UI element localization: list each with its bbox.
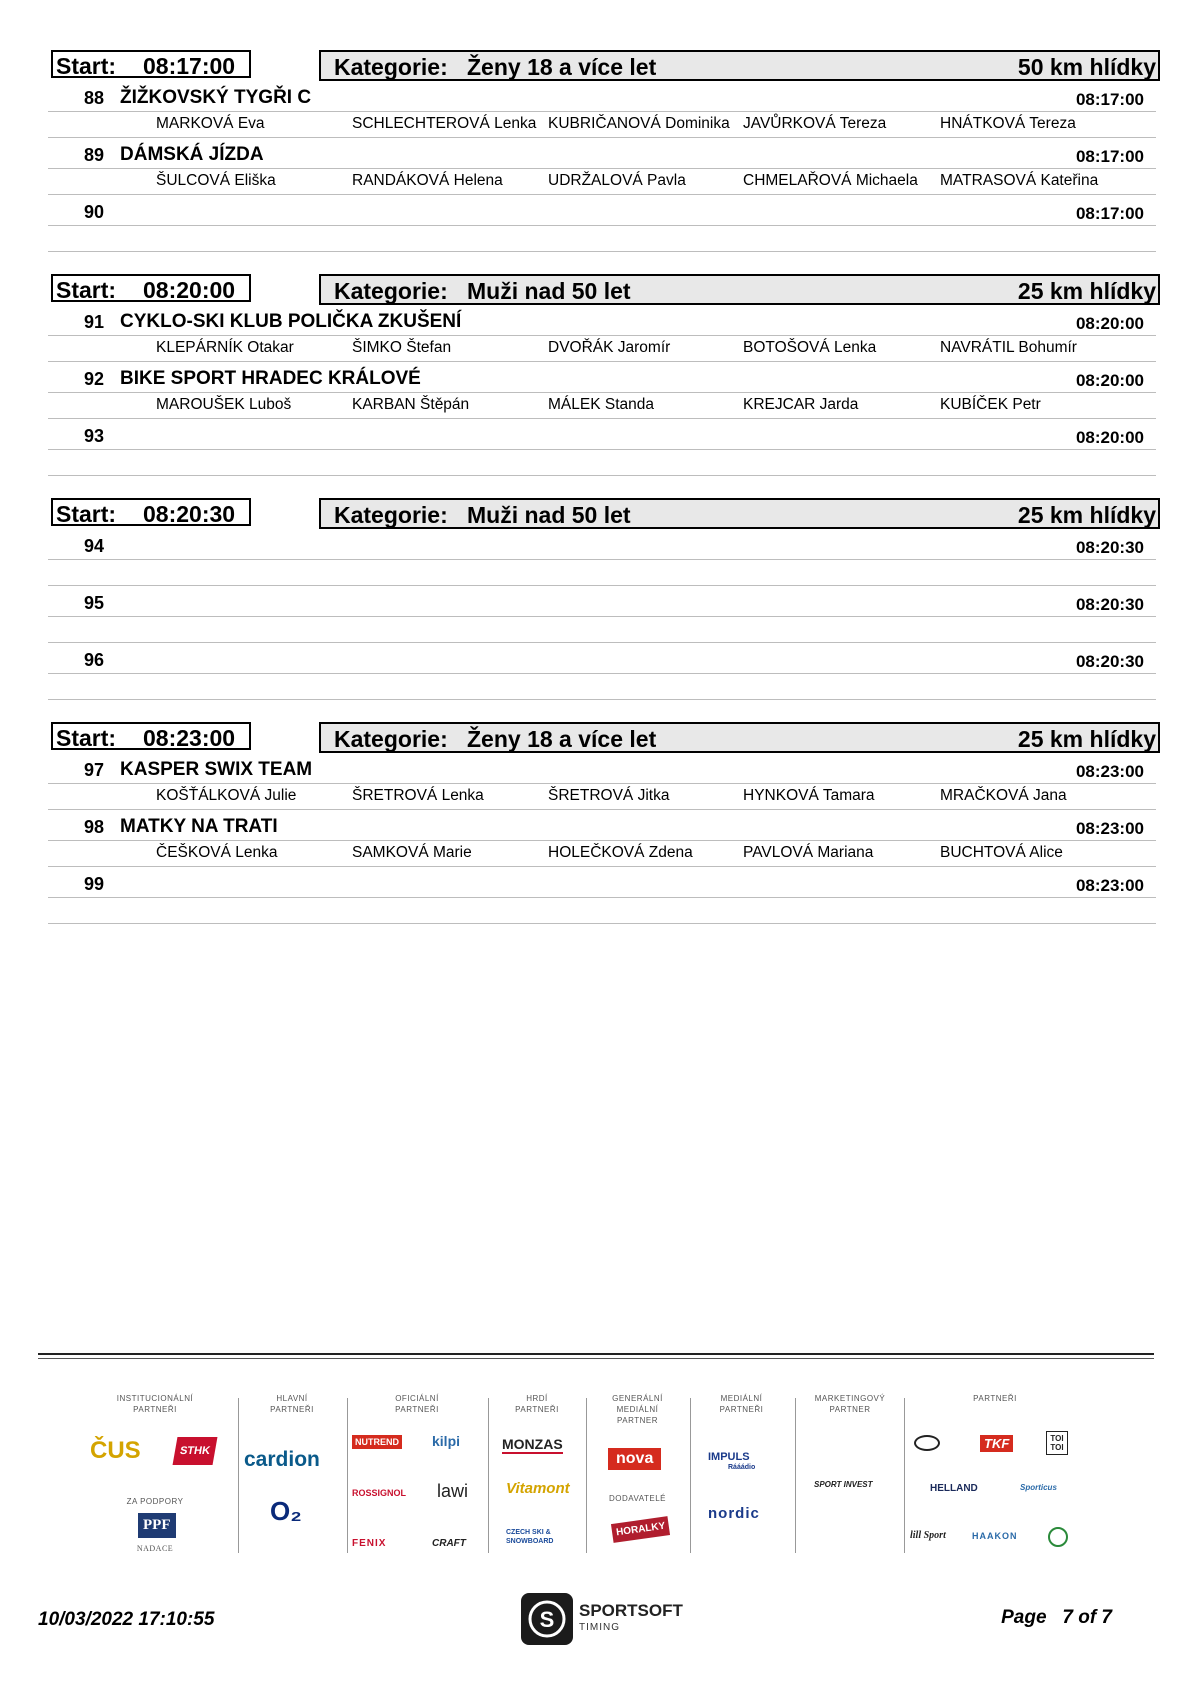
category-box [319,722,1160,753]
team-member: SCHLECHTEROVÁ Lenka [352,115,537,132]
row-divider [48,194,1156,195]
team-name: DÁMSKÁ JÍZDA [120,144,264,165]
row-divider [48,418,1156,419]
row-divider [48,809,1156,810]
o2-logo: O₂ [270,1496,302,1526]
sthk-logo: STHK [173,1437,218,1465]
start-time: 08:20:00 [143,277,236,303]
sponsor-separator [795,1398,796,1553]
row-divider [48,335,1156,336]
row-divider [48,392,1156,393]
team-name: BIKE SPORT HRADEC KRÁLOVÉ [120,368,421,389]
tkf-logo: TKF [980,1435,1013,1452]
sport-invest-logo: SPORT INVEST [814,1480,873,1489]
team-member: MRAČKOVÁ Jana [940,787,1067,804]
lawi-logo: lawi [437,1481,469,1501]
sponsor-col-medialni [694,1393,789,1553]
sponsor-heading: HRDÍ PARTNEŘI [515,1394,559,1414]
team-member: UDRŽALOVÁ Pavla [548,172,686,189]
team-member: KOŠŤÁLKOVÁ Julie [156,787,297,804]
team-member: ŠRETROVÁ Jitka [548,787,670,804]
page-label: Page [1001,1607,1047,1628]
team-row [0,84,1190,141]
toi-toi-logo: TOI TOI [1046,1431,1068,1455]
category-name: Muži nad 50 let [467,278,631,304]
sponsor-separator [238,1398,239,1553]
cardion-logo: cardion [244,1448,320,1471]
footer-divider [38,1353,1154,1355]
craft-logo: CRAFT [432,1538,466,1549]
team-row [0,646,1190,703]
team-start-time: 08:20:30 [1075,652,1144,671]
start-time: 08:17:00 [143,53,236,79]
rossignol-logo: ROSSIGNOL [352,1488,407,1498]
footer-divider [38,1358,1154,1359]
start-box [51,274,251,302]
sportsoft-brand: SPORTSOFT [579,1601,683,1620]
nutrend-logo: NUTREND [352,1435,402,1449]
sponsor-separator [690,1398,691,1553]
row-divider [48,168,1156,169]
sponsor-col-partneri [910,1393,1080,1553]
sponsor-heading: MEDIÁLNÍ PARTNEŘI [719,1394,764,1414]
team-row [0,141,1190,198]
horalky-logo: HORALKY [611,1516,671,1543]
team-member: MATRASOVÁ Kateřina [940,172,1099,189]
category-box [319,274,1160,305]
team-number: 94 [83,536,104,556]
category-box [319,50,1160,81]
sponsor-separator [586,1398,587,1553]
sponsor-col-marketingovy [800,1393,900,1553]
team-member: PAVLOVÁ Mariana [743,844,874,861]
row-divider [48,559,1156,560]
group-header [0,274,1190,308]
team-number: 97 [83,760,104,780]
dodavatele-label: DODAVATELÉ [608,1494,666,1503]
category-distance: 25 km hlídky [1017,502,1156,528]
sponsor-col-generalni [590,1393,685,1553]
sponsor-separator [347,1398,348,1553]
start-label: Start: [56,725,117,751]
sponsor-separator [488,1398,489,1553]
row-divider [48,897,1156,898]
team-member: MÁLEK Standa [548,396,654,413]
nadace-label: NADACE [136,1544,174,1553]
sponsor-col-hlavni [242,1393,342,1553]
helland-logo: HELLAND [930,1483,978,1494]
team-member: KUBÍČEK Petr [940,396,1041,413]
team-start-time: 08:20:30 [1075,595,1144,614]
row-divider [48,585,1156,586]
team-row [0,308,1190,365]
sportsoft-logo-icon [521,1593,573,1645]
category-name: Ženy 18 a více let [467,726,657,752]
group-header [0,722,1190,756]
start-box [51,722,251,750]
sporticus-logo: Sporticus [1020,1483,1057,1492]
team-start-time: 08:20:30 [1075,538,1144,557]
team-member: BOTOŠOVÁ Lenka [743,339,877,356]
print-datetime: 10/03/2022 17:10:55 [38,1609,215,1630]
team-number: 96 [83,650,104,670]
category-distance: 50 km hlídky [1017,54,1156,80]
team-row [0,532,1190,589]
team-member: ŠIMKO Štefan [352,339,452,356]
start-label: Start: [56,501,117,527]
kilpi-logo: kilpi [432,1433,461,1449]
row-divider [48,866,1156,867]
category-box [319,498,1160,529]
team-member: BUCHTOVÁ Alice [940,844,1063,861]
start-time: 08:23:00 [143,725,236,751]
team-start-time: 08:17:00 [1075,204,1144,223]
team-member: JAVŮRKOVÁ Tereza [743,115,887,132]
team-start-time: 08:20:00 [1075,428,1144,447]
haakon-logo: HAAKON [972,1531,1018,1541]
row-divider [48,449,1156,450]
team-member: NAVRÁTIL Bohumír [940,339,1077,356]
start-group-1 [0,50,1190,255]
category-name: Ženy 18 a více let [467,54,657,80]
category-label: Kategorie: [334,278,448,304]
category-label: Kategorie: [334,726,448,752]
sponsor-strip [90,1393,1120,1563]
team-start-time: 08:23:00 [1075,819,1144,838]
svg-text:S: S [539,1607,555,1632]
team-start-time: 08:17:00 [1075,147,1144,166]
nova-logo: nova [608,1448,661,1470]
team-member: HNÁTKOVÁ Tereza [940,115,1076,132]
team-member: ŠRETROVÁ Lenka [352,787,484,804]
start-time: 08:20:30 [143,501,236,527]
cus-logo: ČUS [90,1437,141,1464]
page-indicator [1001,1607,1112,1629]
row-divider [48,475,1156,476]
team-member: KREJCAR Jarda [743,396,859,413]
team-member: ŠULCOVÁ Eliška [156,172,276,189]
team-member: MARKOVÁ Eva [156,115,265,132]
lill-sport-logo: lill Sport [910,1530,946,1541]
impuls-sub: Rááádio [728,1464,756,1471]
sponsor-heading: INSTITUCIONÁLNÍ PARTNEŘI [116,1394,194,1414]
team-member: MAROUŠEK Luboš [156,396,292,413]
team-number: 99 [83,874,104,894]
monzas-logo: MONZAS [502,1436,563,1452]
team-row [0,756,1190,813]
category-label: Kategorie: [334,54,448,80]
team-member: ČEŠKOVÁ Lenka [156,844,278,861]
group-header [0,498,1190,532]
page-value: 7 of 7 [1062,1607,1112,1628]
sponsor-heading: MARKETINGOVÝ PARTNER [814,1394,886,1414]
sponsor-heading: GENERÁLNÍ MEDIÁLNÍ PARTNER [612,1394,663,1425]
team-start-time: 08:23:00 [1075,762,1144,781]
start-group-2 [0,274,1190,479]
vitamont-logo: Vitamont [506,1480,570,1497]
ppf-logo: PPF [138,1513,176,1538]
team-member: HOLEČKOVÁ Zdena [548,844,693,861]
round-badge-logo-icon [1048,1527,1068,1547]
team-start-time: 08:17:00 [1075,90,1144,109]
group-header [0,50,1190,84]
team-member: HYNKOVÁ Tamara [743,787,875,804]
team-number: 88 [83,88,104,108]
czech-ski-logo: CZECH SKI & SNOWBOARD [506,1529,554,1545]
category-name: Muži nad 50 let [467,502,631,528]
sponsor-col-hrdi [492,1393,582,1553]
team-number: 92 [83,369,104,389]
team-row [0,198,1190,255]
team-member: KLEPÁRNÍK Otakar [156,339,294,356]
category-distance: 25 km hlídky [1017,278,1156,304]
team-number: 90 [83,202,104,222]
za-podpory-label: ZA PODPORY [126,1497,184,1506]
start-box [51,50,251,78]
row-divider [48,783,1156,784]
category-distance: 25 km hlídky [1017,726,1156,752]
team-member: KUBRIČANOVÁ Dominika [548,115,730,132]
row-divider [48,616,1156,617]
row-divider [48,111,1156,112]
row-divider [48,923,1156,924]
impuls-logo: IMPULS [708,1451,750,1463]
row-divider [48,642,1156,643]
team-start-time: 08:20:00 [1075,371,1144,390]
team-name: ŽIŽKOVSKÝ TYGŘI C [120,87,312,108]
sponsor-col-oficialni [352,1393,482,1553]
team-member: KARBAN Štěpán [352,396,470,413]
row-divider [48,361,1156,362]
team-number: 95 [83,593,104,613]
start-box [51,498,251,526]
row-divider [48,840,1156,841]
sponsor-col-institucionalni [90,1393,220,1553]
sponsor-separator [904,1398,905,1553]
team-number: 93 [83,426,104,446]
team-member: RANDÁKOVÁ Helena [352,172,503,189]
sponsor-heading: PARTNEŘI [973,1394,1017,1403]
team-member: SAMKOVÁ Marie [352,844,472,861]
row-divider [48,673,1156,674]
lasaki-logo-icon [914,1435,940,1451]
team-row [0,589,1190,646]
category-label: Kategorie: [334,502,448,528]
team-number: 98 [83,817,104,837]
row-divider [48,225,1156,226]
team-row [0,365,1190,422]
start-group-3 [0,498,1190,703]
team-member: DVOŘÁK Jaromír [548,339,671,356]
fenix-logo: FENIX [352,1538,387,1549]
sportsoft-sub: TIMING [579,1622,620,1633]
team-name: KASPER SWIX TEAM [120,759,313,780]
team-start-time: 08:23:00 [1075,876,1144,895]
team-row [0,422,1190,479]
team-row [0,870,1190,927]
sponsor-heading: OFICIÁLNÍ PARTNEŘI [395,1394,439,1414]
team-start-time: 08:20:00 [1075,314,1144,333]
team-number: 89 [83,145,104,165]
row-divider [48,699,1156,700]
row-divider [48,251,1156,252]
team-row [0,813,1190,870]
nordic-logo: nordic [708,1505,760,1522]
team-member: CHMELAŘOVÁ Michaela [743,172,918,189]
sponsor-heading: HLAVNÍ PARTNEŘI [270,1394,314,1414]
start-group-4 [0,722,1190,927]
row-divider [48,137,1156,138]
start-label: Start: [56,277,117,303]
team-name: MATKY NA TRATI [120,816,278,837]
team-name: CYKLO-SKI KLUB POLIČKA ZKUŠENÍ [120,311,462,332]
team-number: 91 [83,312,104,332]
start-label: Start: [56,53,117,79]
